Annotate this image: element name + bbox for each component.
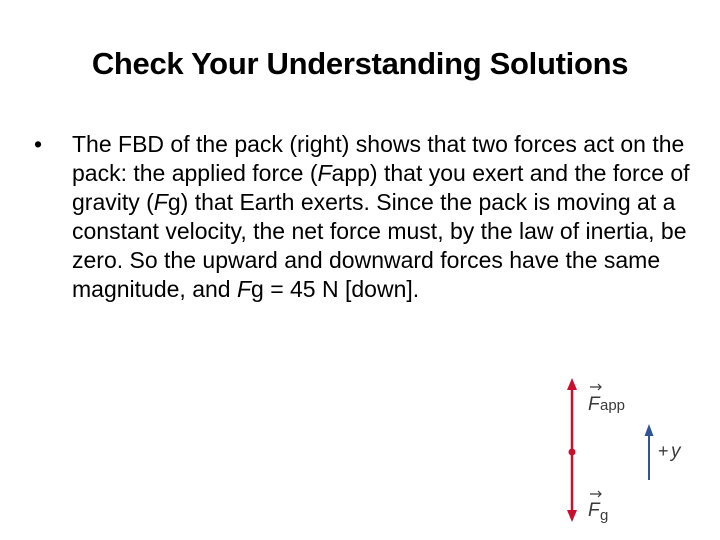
text-run: The FBD of the pack (right) shows that two forces act on the pack: the applied force ( [72, 131, 685, 186]
text-run: g = 45 N [down]. [251, 276, 420, 302]
text-run: app) that you exert and the force of gravity ( [72, 160, 690, 215]
free-body-diagram [540, 370, 720, 540]
fg-vector-arrow [590, 491, 601, 497]
bullet-marker: • [34, 131, 43, 157]
bullet-text [72, 130, 690, 304]
fapp-vector-arrow [590, 384, 601, 390]
italic-symbol: F [153, 189, 168, 215]
axis-label-sign: + [658, 441, 669, 461]
italic-symbol: F [317, 160, 332, 186]
fapp-label-subscript: app [600, 397, 626, 414]
fapp-label-symbol: F [588, 394, 600, 415]
fbd-svg [540, 370, 720, 540]
fg-arrowhead [567, 510, 577, 522]
bullet-item [30, 130, 690, 304]
fg-label-subscript: g [600, 507, 609, 524]
slide-title: Check Your Understanding Solutions [91, 46, 629, 81]
axis-label-var: y [671, 441, 681, 462]
italic-symbol: F [236, 276, 252, 302]
y-axis-arrowhead [645, 424, 654, 436]
text-run: g) that Earth exerts. Since the pack is moving at a constant velocity, the net force must, by the law of inertia, be zero. So the upward and downward forces have the same magnitude, and [72, 189, 687, 302]
pack-point [569, 449, 576, 456]
fg-label-symbol: F [588, 500, 600, 521]
fapp-arrowhead [567, 378, 577, 390]
